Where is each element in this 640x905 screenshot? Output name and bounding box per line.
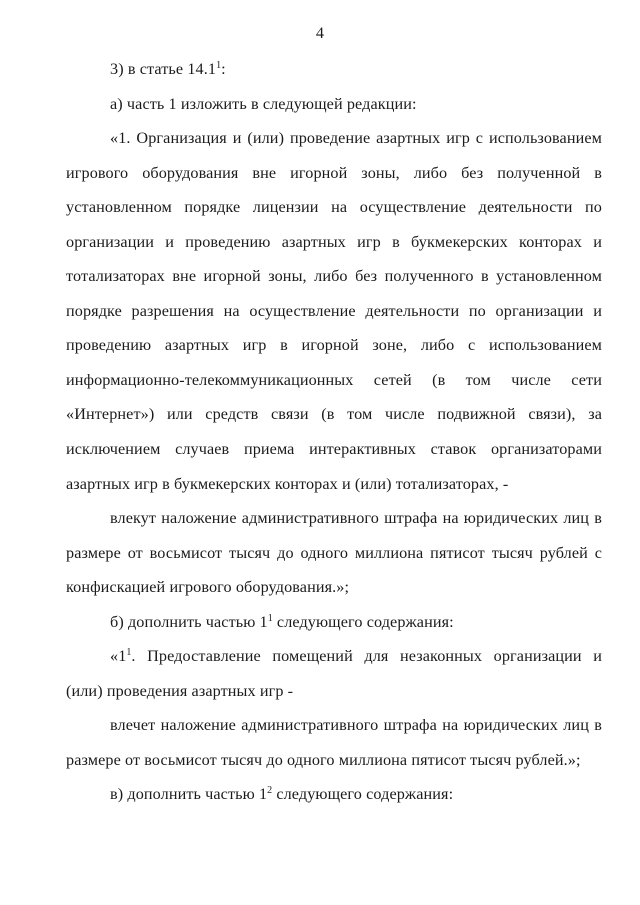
- text-line: [66, 777, 602, 812]
- text-line: [66, 605, 602, 640]
- text-run: в) дополнить частью 1: [110, 785, 268, 804]
- paragraph: [66, 605, 602, 640]
- text-run: размере от восьмисот тысяч до одного миллиона пятисот тысяч рублей.»;: [66, 750, 581, 769]
- text-line: [66, 328, 602, 363]
- text-run: (или) проведения азартных игр -: [66, 681, 294, 700]
- text-line: [66, 225, 602, 260]
- text-line: [66, 190, 602, 225]
- text-run: информационно-телекоммуникационных сетей (в том числе сети: [66, 370, 602, 389]
- paragraph: [66, 639, 602, 708]
- text-run: установленном порядке лицензии на осуществление деятельности по: [66, 198, 602, 217]
- text-run: следующего содержания:: [272, 612, 454, 631]
- superscript: 1: [126, 647, 132, 659]
- document-body: [66, 52, 602, 812]
- text-run: размере от восьмисот тысяч до одного миллиона пятисот тысяч рублей с: [66, 543, 602, 562]
- text-run: влечет наложение административного штрафа на юридических лиц в: [110, 716, 602, 735]
- text-line: [66, 708, 602, 743]
- paragraph: [66, 87, 602, 122]
- text-line: [66, 467, 602, 502]
- paragraph: [66, 501, 602, 605]
- text-line: [66, 432, 602, 467]
- page-number: 4: [315, 24, 325, 42]
- text-run: влекут наложение административного штрафа на юридических лиц в: [110, 509, 602, 528]
- text-line: [66, 87, 602, 122]
- text-run: проведению азартных игр в игорной зоне, либо с использованием: [66, 336, 602, 355]
- superscript: 1: [267, 612, 273, 624]
- paragraph: [66, 52, 602, 87]
- text-run: а) часть 1 изложить в следующей редакции:: [110, 94, 417, 113]
- text-line: [66, 743, 602, 778]
- text-run: 3) в статье 14.1: [110, 60, 217, 78]
- text-run: :: [221, 60, 226, 78]
- text-line: [66, 52, 602, 87]
- text-run: «1. Организация и (или) проведение азартных игр с использованием: [110, 129, 602, 148]
- text-line: [66, 363, 602, 398]
- text-run: тотализаторах вне игорной зоны, либо без полученного в установленном: [66, 267, 602, 286]
- text-run: . Предоставление помещений для незаконных организации и: [131, 647, 602, 666]
- text-run: конфискацией игрового оборудования.»;: [66, 578, 350, 597]
- text-line: [66, 259, 602, 294]
- text-run: игрового оборудования вне игорной зоны, либо без полученной в: [66, 163, 602, 182]
- paragraph: [66, 121, 602, 501]
- text-line: [66, 397, 602, 432]
- text-run: «Интернет») или средств связи (в том числе подвижной связи), за: [66, 405, 602, 424]
- text-run: азартных игр в букмекерских конторах и (или) тотализаторах, -: [66, 474, 509, 493]
- paragraph: [66, 777, 602, 812]
- text-run: организации и проведению азартных игр в букмекерских конторах и: [66, 232, 602, 251]
- paragraph: [66, 708, 602, 777]
- superscript: 1: [216, 60, 222, 71]
- text-line: [66, 156, 602, 191]
- text-line: [66, 639, 602, 674]
- text-line: [66, 674, 602, 709]
- text-line: [66, 294, 602, 329]
- superscript: 2: [267, 785, 273, 797]
- text-line: [66, 570, 602, 605]
- text-run: порядке разрешения на осуществление деятельности по организации и: [66, 301, 602, 320]
- text-run: «1: [110, 647, 127, 666]
- text-run: б) дополнить частью 1: [110, 612, 268, 631]
- text-line: [66, 501, 602, 536]
- text-run: исключением случаев приема интерактивных ставок организаторами: [66, 440, 602, 459]
- text-line: [66, 536, 602, 571]
- text-line: [66, 121, 602, 156]
- text-run: следующего содержания:: [272, 785, 454, 804]
